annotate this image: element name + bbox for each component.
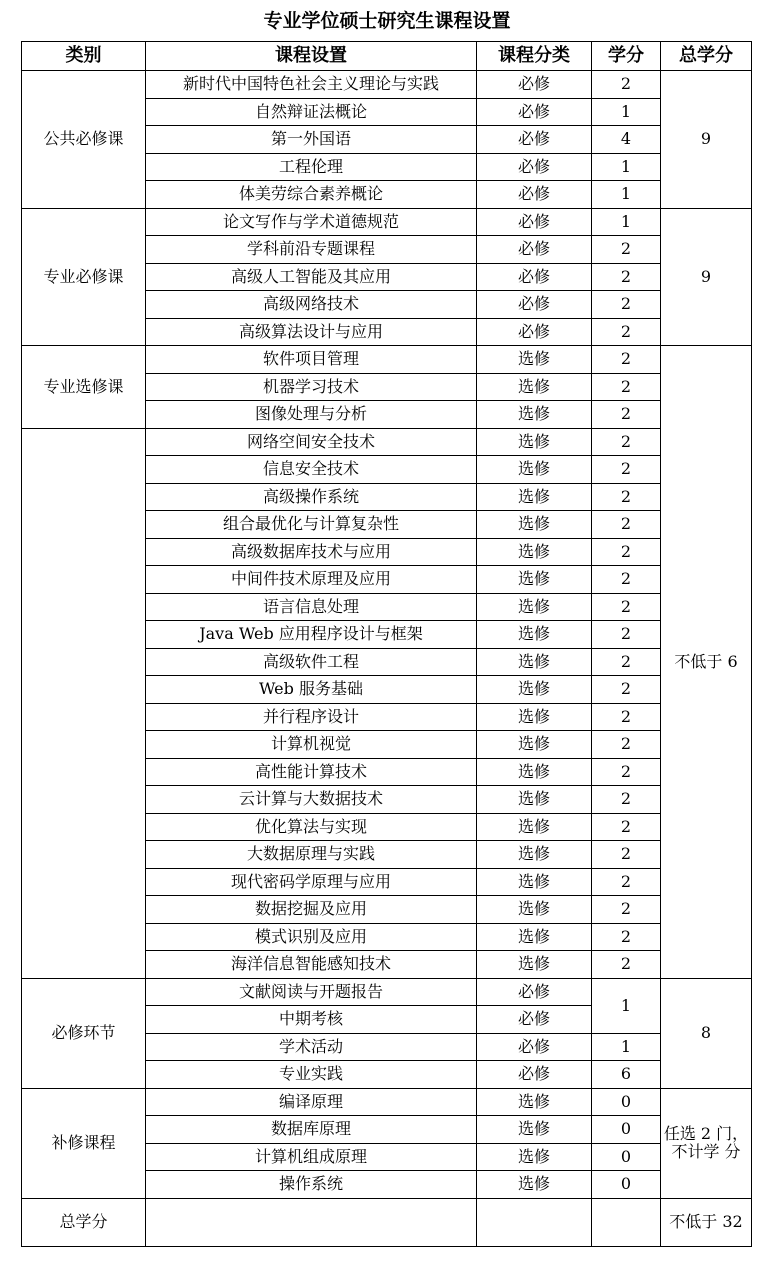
course-type-cell: 必修 [477, 236, 592, 264]
course-name-cell: 编译原理 [146, 1088, 477, 1116]
table-row [22, 978, 752, 1006]
course-name-cell: 优化算法与实现 [146, 813, 477, 841]
header-total: 总学分 [661, 42, 752, 71]
credit-cell: 2 [592, 373, 661, 401]
table-row [22, 71, 752, 99]
course-name-cell: 高级软件工程 [146, 648, 477, 676]
total-credit-cell: 任选 2 门，不计学 分 [661, 1088, 752, 1198]
summary-blank-cell [477, 1198, 592, 1246]
course-name-cell: 计算机视觉 [146, 731, 477, 759]
credit-cell: 1 [592, 181, 661, 209]
course-type-cell: 必修 [477, 1061, 592, 1089]
credit-cell: 2 [592, 841, 661, 869]
course-type-cell: 选修 [477, 786, 592, 814]
credit-cell: 2 [592, 648, 661, 676]
category-cell-blank [22, 428, 146, 978]
credit-cell: 2 [592, 346, 661, 374]
course-name-cell: 操作系统 [146, 1171, 477, 1199]
course-type-cell: 选修 [477, 648, 592, 676]
course-name-cell: 高级操作系统 [146, 483, 477, 511]
credit-cell: 1 [592, 208, 661, 236]
course-name-cell: 中间件技术原理及应用 [146, 566, 477, 594]
total-credit-cell: 8 [661, 978, 752, 1088]
course-name-cell: 云计算与大数据技术 [146, 786, 477, 814]
course-type-cell: 选修 [477, 346, 592, 374]
summary-blank-cell [146, 1198, 477, 1246]
credit-cell: 2 [592, 951, 661, 979]
course-name-cell: 高级算法设计与应用 [146, 318, 477, 346]
credit-cell: 2 [592, 318, 661, 346]
course-name-cell: 高级数据库技术与应用 [146, 538, 477, 566]
course-type-cell: 选修 [477, 456, 592, 484]
credit-cell: 2 [592, 923, 661, 951]
course-type-cell: 选修 [477, 621, 592, 649]
category-cell: 专业必修课 [22, 208, 146, 346]
course-type-cell: 选修 [477, 841, 592, 869]
table-row [22, 1088, 752, 1116]
course-name-cell: 专业实践 [146, 1061, 477, 1089]
course-name-cell: 语言信息处理 [146, 593, 477, 621]
course-name-cell: 组合最优化与计算复杂性 [146, 511, 477, 539]
course-type-cell: 选修 [477, 868, 592, 896]
table-row [22, 208, 752, 236]
course-name-cell: 自然辩证法概论 [146, 98, 477, 126]
category-cell: 专业选修课 [22, 346, 146, 429]
credit-cell: 2 [592, 511, 661, 539]
credit-cell: 2 [592, 676, 661, 704]
total-credit-cell: 不低于 6 [661, 346, 752, 979]
course-name-cell: 并行程序设计 [146, 703, 477, 731]
course-name-cell: Web 服务基础 [146, 676, 477, 704]
course-name-cell: 大数据原理与实践 [146, 841, 477, 869]
credit-cell: 2 [592, 263, 661, 291]
course-type-cell: 必修 [477, 71, 592, 99]
credit-cell: 1 [592, 1033, 661, 1061]
course-type-cell: 选修 [477, 483, 592, 511]
course-type-cell: 选修 [477, 373, 592, 401]
table-row [22, 428, 752, 456]
credit-cell: 2 [592, 291, 661, 319]
course-name-cell: 机器学习技术 [146, 373, 477, 401]
credit-cell: 2 [592, 538, 661, 566]
course-type-cell: 选修 [477, 758, 592, 786]
course-name-cell: 模式识别及应用 [146, 923, 477, 951]
course-type-cell: 必修 [477, 1006, 592, 1034]
total-credit-cell: 9 [661, 71, 752, 209]
summary-row [22, 1198, 752, 1246]
credit-cell: 2 [592, 593, 661, 621]
credit-cell: 6 [592, 1061, 661, 1089]
course-type-cell: 必修 [477, 318, 592, 346]
course-name-cell: 海洋信息智能感知技术 [146, 951, 477, 979]
course-name-cell: 学科前沿专题课程 [146, 236, 477, 264]
course-type-cell: 选修 [477, 896, 592, 924]
course-table-body [22, 71, 752, 1247]
course-name-cell: 图像处理与分析 [146, 401, 477, 429]
course-name-cell: 网络空间安全技术 [146, 428, 477, 456]
total-credit-cell: 9 [661, 208, 752, 346]
course-type-cell: 选修 [477, 951, 592, 979]
course-type-cell: 选修 [477, 1143, 592, 1171]
course-name-cell: 高级网络技术 [146, 291, 477, 319]
category-cell: 公共必修课 [22, 71, 146, 209]
course-type-cell: 必修 [477, 291, 592, 319]
course-name-cell: 现代密码学原理与应用 [146, 868, 477, 896]
course-name-cell: 高级人工智能及其应用 [146, 263, 477, 291]
credit-cell: 1 [592, 978, 661, 1033]
course-name-cell: 计算机组成原理 [146, 1143, 477, 1171]
credit-cell: 2 [592, 566, 661, 594]
course-name-cell: 第一外国语 [146, 126, 477, 154]
course-type-cell: 选修 [477, 593, 592, 621]
credit-cell: 2 [592, 703, 661, 731]
credit-cell: 1 [592, 153, 661, 181]
header-credit: 学分 [592, 42, 661, 71]
credit-cell: 2 [592, 456, 661, 484]
credit-cell: 2 [592, 758, 661, 786]
header-category: 类别 [22, 42, 146, 71]
credit-cell: 2 [592, 483, 661, 511]
course-table [21, 41, 752, 1247]
category-cell: 补修课程 [22, 1088, 146, 1198]
credit-cell: 2 [592, 813, 661, 841]
credit-cell: 2 [592, 868, 661, 896]
credit-cell: 2 [592, 731, 661, 759]
course-name-cell: 文献阅读与开题报告 [146, 978, 477, 1006]
course-type-cell: 选修 [477, 1088, 592, 1116]
credit-cell: 0 [592, 1116, 661, 1144]
course-type-cell: 选修 [477, 538, 592, 566]
course-type-cell: 必修 [477, 153, 592, 181]
course-name-cell: 数据挖掘及应用 [146, 896, 477, 924]
credit-cell: 0 [592, 1143, 661, 1171]
course-name-cell: 工程伦理 [146, 153, 477, 181]
header-course: 课程设置 [146, 42, 477, 71]
course-type-cell: 选修 [477, 428, 592, 456]
credit-cell: 2 [592, 236, 661, 264]
credit-cell: 2 [592, 621, 661, 649]
category-cell: 必修环节 [22, 978, 146, 1088]
credit-cell: 2 [592, 401, 661, 429]
course-name-cell: Java Web 应用程序设计与框架 [146, 621, 477, 649]
course-type-cell: 选修 [477, 1171, 592, 1199]
credit-cell: 0 [592, 1088, 661, 1116]
course-type-cell: 选修 [477, 923, 592, 951]
credit-cell: 2 [592, 786, 661, 814]
course-name-cell: 学术活动 [146, 1033, 477, 1061]
credit-cell: 1 [592, 98, 661, 126]
credit-cell: 2 [592, 71, 661, 99]
course-name-cell: 数据库原理 [146, 1116, 477, 1144]
course-type-cell: 选修 [477, 676, 592, 704]
course-type-cell: 选修 [477, 813, 592, 841]
course-name-cell: 中期考核 [146, 1006, 477, 1034]
course-type-cell: 选修 [477, 703, 592, 731]
course-name-cell: 软件项目管理 [146, 346, 477, 374]
course-type-cell: 必修 [477, 98, 592, 126]
course-type-cell: 选修 [477, 401, 592, 429]
course-name-cell: 高性能计算技术 [146, 758, 477, 786]
summary-blank-cell [592, 1198, 661, 1246]
summary-total-cell: 不低于 32 [661, 1198, 752, 1246]
course-type-cell: 选修 [477, 511, 592, 539]
course-type-cell: 必修 [477, 1033, 592, 1061]
course-name-cell: 新时代中国特色社会主义理论与实践 [146, 71, 477, 99]
summary-label-cell: 总学分 [22, 1198, 146, 1246]
credit-cell: 2 [592, 428, 661, 456]
course-name-cell: 论文写作与学术道德规范 [146, 208, 477, 236]
page-title: 专业学位硕士研究生课程设置 [263, 10, 511, 32]
header-row [22, 42, 752, 71]
course-name-cell: 信息安全技术 [146, 456, 477, 484]
course-type-cell: 选修 [477, 566, 592, 594]
course-type-cell: 选修 [477, 731, 592, 759]
course-type-cell: 必修 [477, 263, 592, 291]
course-type-cell: 必修 [477, 126, 592, 154]
credit-cell: 4 [592, 126, 661, 154]
course-type-cell: 选修 [477, 1116, 592, 1144]
table-row [22, 346, 752, 374]
credit-cell: 2 [592, 896, 661, 924]
credit-cell: 0 [592, 1171, 661, 1199]
course-type-cell: 必修 [477, 978, 592, 1006]
course-name-cell: 体美劳综合素养概论 [146, 181, 477, 209]
course-type-cell: 必修 [477, 208, 592, 236]
course-type-cell: 必修 [477, 181, 592, 209]
header-type: 课程分类 [477, 42, 592, 71]
